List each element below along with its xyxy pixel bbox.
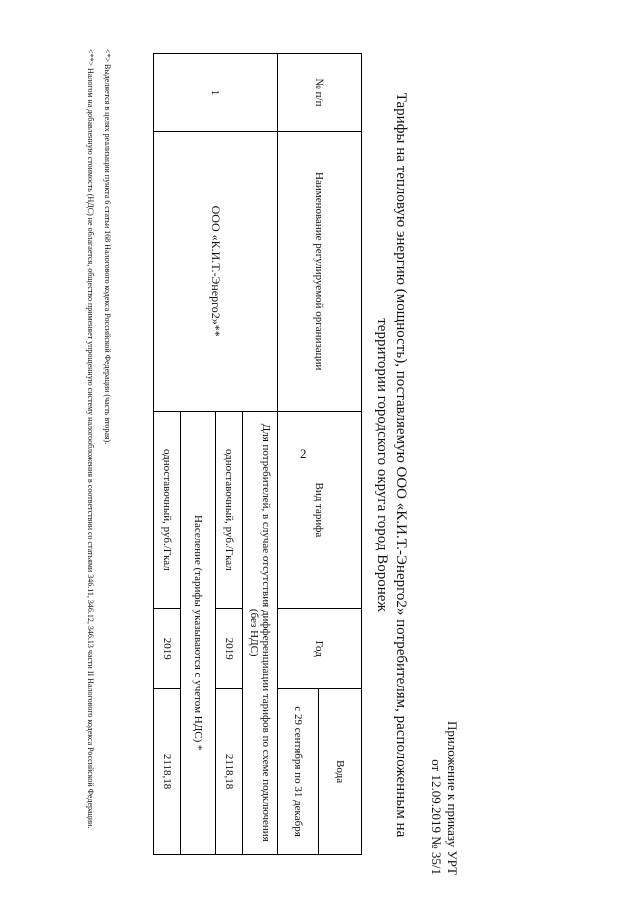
header-tariff-type: Вид тарифа xyxy=(278,411,362,609)
section-caption-1: Для потребителей, в случае отсутствия дифференциации тарифов по схеме подключения (без НДС) xyxy=(243,411,278,855)
section-caption-row xyxy=(243,54,278,855)
header-year: Год xyxy=(278,609,362,689)
header-org-name: Наименование регулируемой организации xyxy=(278,131,362,411)
document-title xyxy=(372,55,410,875)
header-period: с 29 сентября по 31 декабря xyxy=(278,689,319,855)
year-cell: 2019 xyxy=(216,609,243,689)
title-line-1: Тарифы на тепловую энергию (мощность), поставляемую ООО «К.И.Т.-Энерго2» потребителям, расположенным на xyxy=(393,92,409,838)
row-number: 1 xyxy=(154,54,278,132)
page-number: 2 xyxy=(300,446,307,461)
tariff-value-cell: 2118,18 xyxy=(154,689,181,855)
footnote-2: <**> Налогом на добавленную стоимость (НДС) не облагается, общество применяет упрощенную систему налогообложения в соответствии со статьями 346.11, 346.12, 346.13 части II Налогового кодекса Российской Федерации. xyxy=(86,49,95,829)
title-line-2: территории городского округа город Воронеж xyxy=(374,318,390,612)
section-caption-2: Население (тарифы указываются с учетом НДС) * xyxy=(181,411,216,855)
appendix-line-2: от 12.09.2019 № 35/1 xyxy=(429,759,444,875)
tariff-value-cell: 2118,18 xyxy=(216,689,243,855)
landscape-content xyxy=(0,5,470,905)
organization-name: ООО «К.И.Т.-Энерго2»** xyxy=(154,131,278,411)
table-header-row xyxy=(319,54,362,855)
tariff-type-cell: одноставочный, руб./Гкал xyxy=(216,411,243,609)
tariff-type-cell: одноставочный, руб./Гкал xyxy=(154,411,181,609)
appendix-reference xyxy=(428,721,460,875)
tariff-table xyxy=(153,53,362,855)
appendix-line-1: Приложение к приказу УРТ xyxy=(445,720,460,875)
header-water: Вода xyxy=(319,689,362,855)
header-num: № п/п xyxy=(278,54,362,132)
footnote-1: <*> Выделяется в целях реализации пункта 6 статьи 168 Налогового кодекса Российской Федерации (часть вторая). xyxy=(103,49,112,445)
footnotes xyxy=(80,49,114,869)
year-cell: 2019 xyxy=(154,609,181,689)
